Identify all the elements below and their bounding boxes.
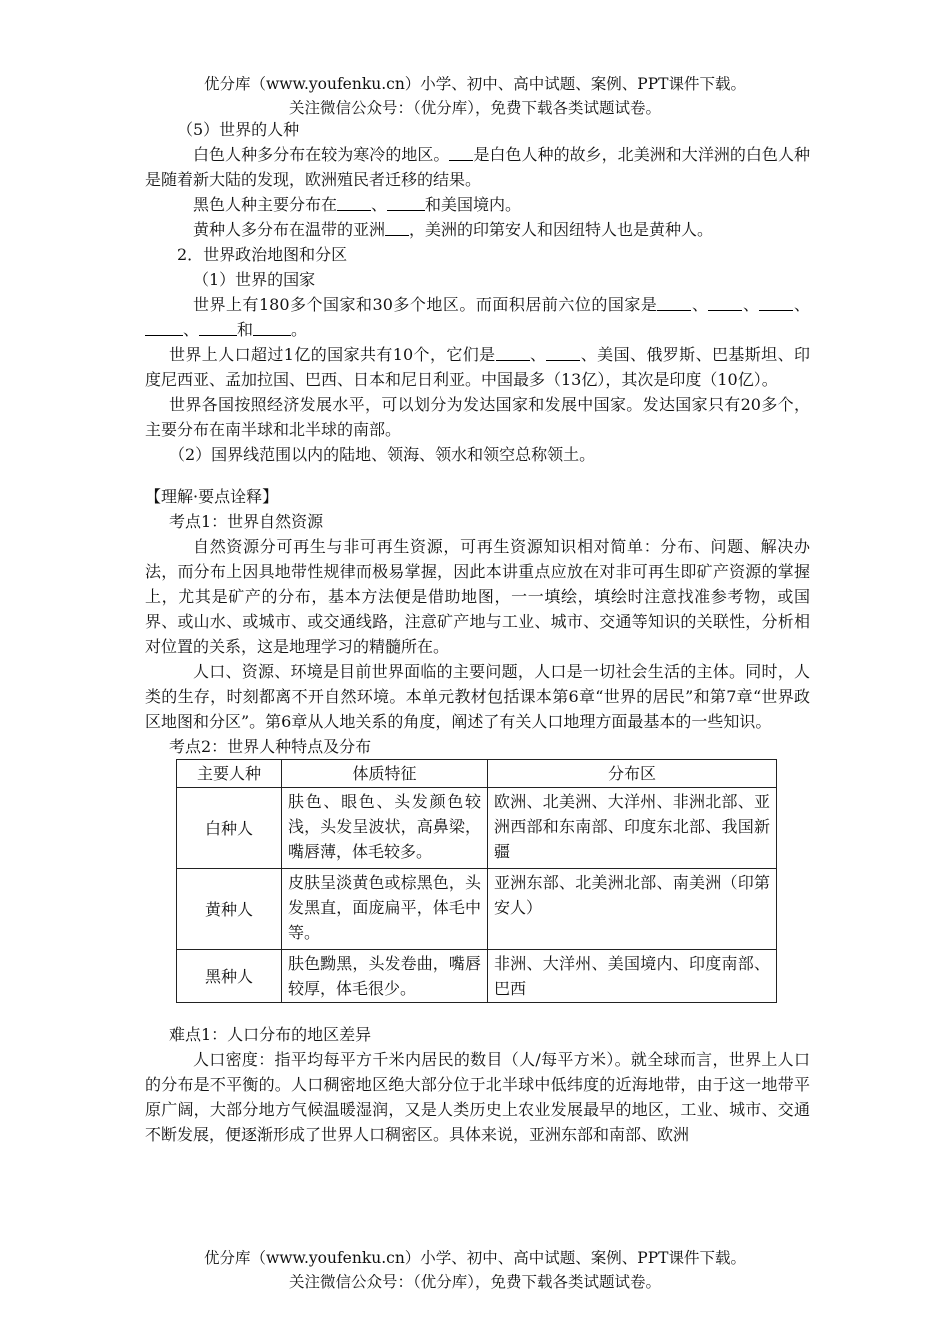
race-name: 黄种人 bbox=[177, 869, 282, 950]
fill-blank bbox=[759, 293, 793, 311]
difficulty-1-para: 人口密度：指平均每平方千米内居民的数目（人/每平方米）。就全球而言，世界上人口的分布是不平衡的。人口稠密地区绝大部分位于北半球中低纬度的近海地带，由于这一地带平原广阔，大部分地方气候温暖湿润，又是人类历史上农业发展最早的地区，工业、城市、交通不断发展，便逐渐形成了世界人口稠密区。具体来说，亚洲东部和南部、欧洲 bbox=[145, 1050, 810, 1144]
difficulty-1-title: 难点1：人口分布的地区差异 bbox=[169, 1025, 372, 1044]
race-regions: 非洲、大洋州、美国境内、印度南部、巴西 bbox=[488, 950, 777, 1003]
fill-blank bbox=[385, 218, 409, 236]
fill-blank bbox=[199, 318, 237, 336]
table-row bbox=[177, 869, 777, 950]
footer-line-1: 优分库（www.youfenku.cn）小学、初中、高中试题、案例、PPT课件下载。 bbox=[203, 1249, 747, 1267]
table-header-cell: 主要人种 bbox=[177, 760, 282, 788]
fill-blank bbox=[708, 293, 742, 311]
table-row bbox=[177, 950, 777, 1003]
race-regions: 欧洲、北美洲、大洋州、非洲北部、亚洲西部和东南部、印度东北部、我国新疆 bbox=[488, 788, 777, 869]
section-understand-heading: 【理解·要点诠释】 bbox=[145, 487, 279, 506]
header-line-2: 关注微信公众号：（优分库），免费下载各类试题试卷。 bbox=[288, 99, 661, 117]
race-traits: 皮肤呈淡黄色或棕黑色，头发黑直，面庞扁平，体毛中等。 bbox=[282, 869, 488, 950]
para-yellow-race: 黄种人多分布在温带的亚洲 ，美洲的印第安人和因纽特人也是黄种人。 bbox=[193, 220, 714, 239]
race-name: 黑种人 bbox=[177, 950, 282, 1003]
fill-blank bbox=[387, 193, 425, 211]
spacer bbox=[145, 1003, 810, 1022]
point-1-title: 考点1：世界自然资源 bbox=[169, 512, 324, 531]
para-population-countries: 世界上人口超过1亿的国家共有10个，它们是 、 、美国、俄罗斯、巴基斯坦、印度尼西亚、孟加拉国、巴西、日本和尼日利亚。中国最多（13亿），其次是印度（10亿）。 bbox=[145, 345, 810, 389]
page-footer bbox=[0, 1246, 950, 1294]
race-traits: 肤色黝黑，头发卷曲，嘴唇较厚，体毛很少。 bbox=[282, 950, 488, 1003]
table-header-cell: 分布区 bbox=[488, 760, 777, 788]
section-races-title: （5）世界的人种 bbox=[177, 120, 300, 139]
point-1-para-2: 人口、资源、环境是目前世界面临的主要问题，人口是一切社会生活的主体。同时，人类的生存，时刻都离不开自然环境。本单元教材包括课本第6章“世界的居民”和第7章“世界政区地图和分区”。第6章从人地关系的角度，阐述了有关人口地理方面最基本的一些知识。 bbox=[145, 662, 810, 731]
fill-blank bbox=[253, 318, 291, 336]
point-1-para-1: 自然资源分可再生与非可再生资源，可再生资源知识相对简单：分布、问题、解决办法，而分布上因具地带性规律而极易掌握，因此本讲重点应放在对非可再生即矿产资源的掌握上，尤其是矿产的分布，基本方法便是借助地图，一一填绘，填绘时注意找准参考物，或国界、或山水、或城市、或交通线路，注意矿产地与工业、城市、交通等知识的关联性，分析相对位置的关系，这是地理学习的精髓所在。 bbox=[145, 537, 810, 656]
para-black-race: 黑色人种主要分布在 、 和美国境内。 bbox=[193, 195, 522, 214]
race-traits: 肤色、眼色、头发颜色较浅，头发呈波状，高鼻梁，嘴唇薄，体毛较多。 bbox=[282, 788, 488, 869]
race-name: 白种人 bbox=[177, 788, 282, 869]
fill-blank bbox=[337, 193, 371, 211]
page-header bbox=[0, 72, 950, 120]
fill-blank bbox=[546, 343, 580, 361]
footer-line-2: 关注微信公众号：（优分库），免费下载各类试题试卷。 bbox=[288, 1273, 661, 1291]
section-political-title: 2．世界政治地图和分区 bbox=[177, 245, 348, 264]
fill-blank bbox=[496, 343, 530, 361]
subsection-countries-title: （1）世界的国家 bbox=[193, 270, 316, 289]
point-2-title: 考点2：世界人种特点及分布 bbox=[169, 737, 372, 756]
header-line-1: 优分库（www.youfenku.cn）小学、初中、高中试题、案例、PPT课件下载。 bbox=[203, 75, 747, 93]
fill-blank bbox=[449, 143, 473, 161]
race-regions: 亚洲东部、北美洲北部、南美洲（印第安人） bbox=[488, 869, 777, 950]
race-table bbox=[176, 759, 777, 1003]
table-header-row bbox=[177, 760, 777, 788]
para-country-area: 世界上有180多个国家和30多个地区。而面积居前六位的国家是 、 、 、、 和 。 bbox=[145, 292, 810, 342]
para-white-race: 白色人种多分布在较为寒冷的地区。 是白色人种的故乡，北美洲和大洋洲的白色人种是随着新大陆的发现，欧洲殖民者迁移的结果。 bbox=[145, 145, 810, 189]
document-body bbox=[145, 117, 810, 1147]
para-territory: （2）国界线范围以内的陆地、领海、领水和领空总称领土。 bbox=[169, 445, 596, 464]
fill-blank bbox=[145, 318, 183, 336]
fill-blank bbox=[657, 293, 691, 311]
spacer bbox=[145, 467, 810, 484]
para-development: 世界各国按照经济发展水平，可以划分为发达国家和发展中国家。发达国家只有20多个，主要分布在南半球和北半球的南部。 bbox=[145, 395, 810, 439]
table-row bbox=[177, 788, 777, 869]
table-header-cell: 体质特征 bbox=[282, 760, 488, 788]
